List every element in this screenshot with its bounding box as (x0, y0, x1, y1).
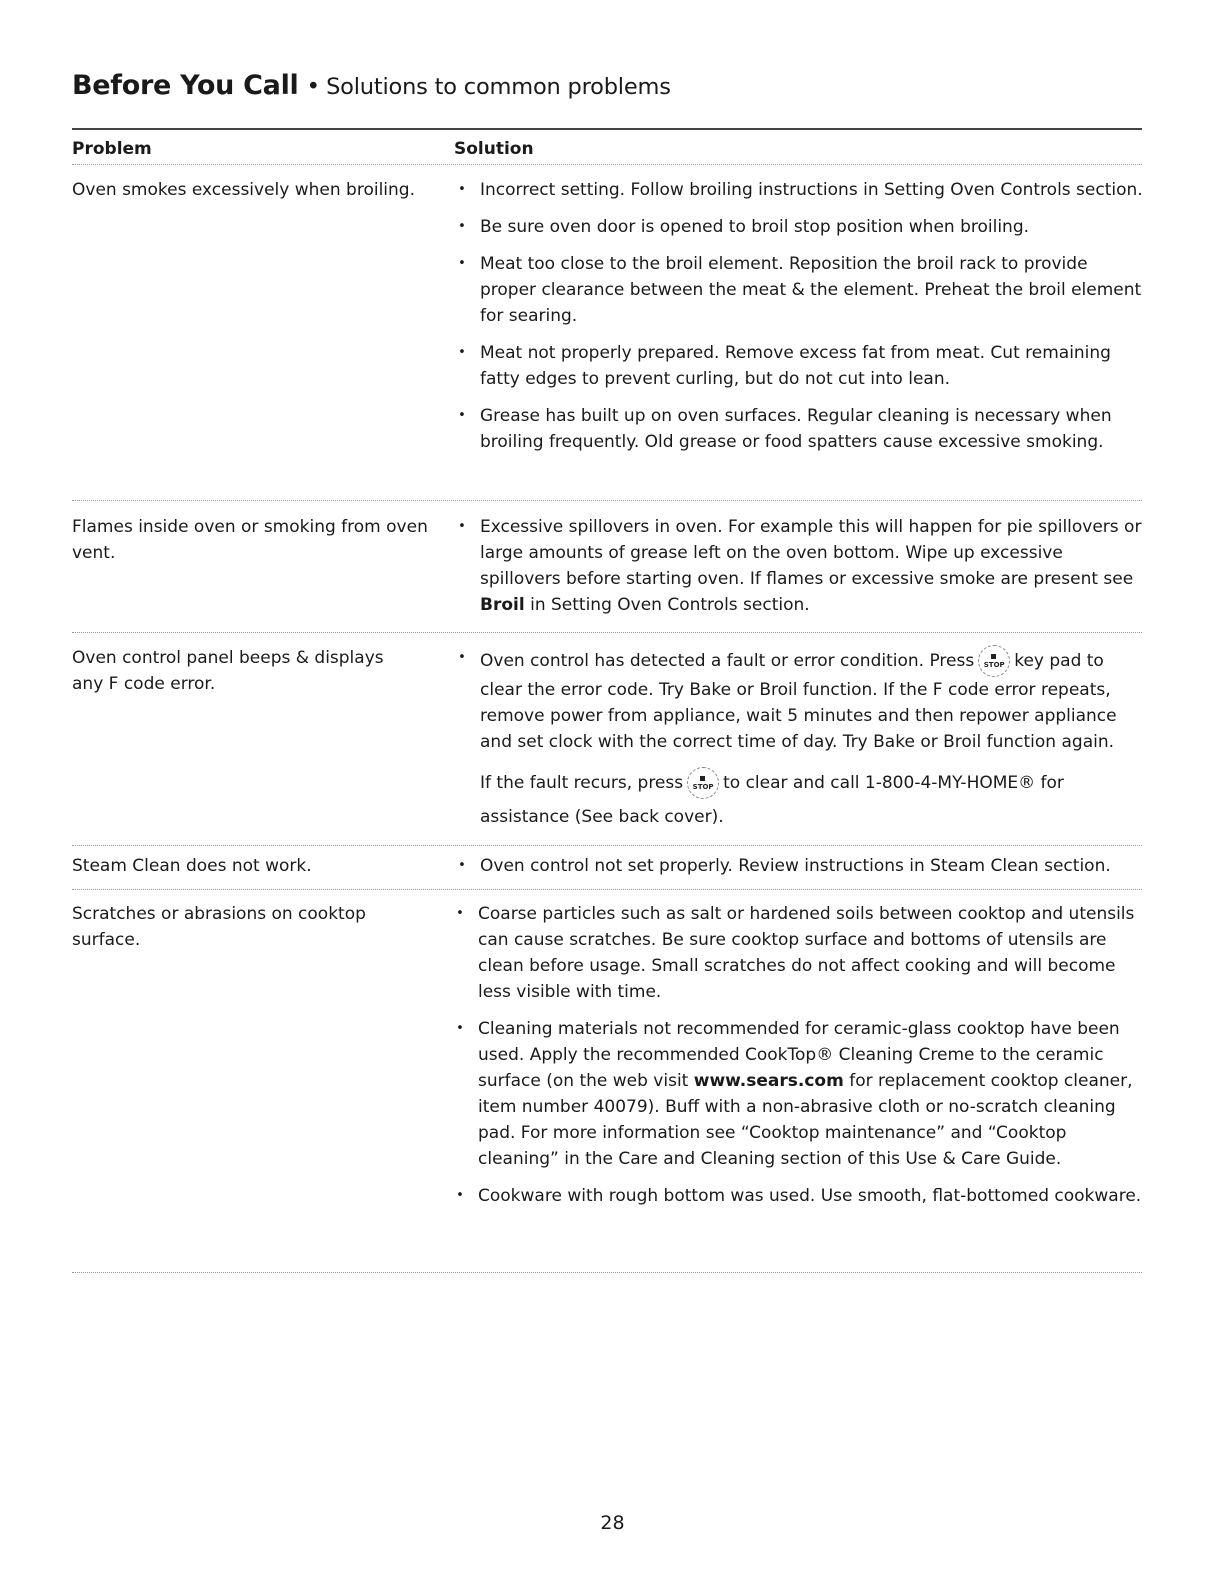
bullet-icon: • (458, 858, 466, 873)
bullet-icon: • (456, 906, 464, 921)
solution-cell (456, 853, 1146, 890)
solution-item: • Meat not properly prepared. Remove excess fat from meat. Cut remaining fatty edges to prevent curling, but do not cut into lean. (456, 340, 1146, 392)
solution-item: • Be sure oven door is opened to broil stop position when broiling. (456, 214, 1146, 240)
problem-text: Oven smokes excessively when broiling. (72, 180, 415, 200)
title-separator: • (306, 74, 321, 100)
solution-item: • Oven control not set properly. Review instructions in Steam Clean section. (456, 853, 1146, 879)
page-subtitle: Solutions to common problems (326, 74, 671, 100)
row-divider (72, 889, 1142, 890)
solution-cell (454, 901, 1144, 1220)
bullet-icon: • (456, 1188, 464, 1203)
page-title: Before You Call (72, 70, 299, 101)
stop-key-icon: STOP (687, 767, 719, 799)
bullet-icon: • (458, 650, 466, 665)
bullet-icon: • (458, 219, 466, 234)
column-header-problem: Problem (72, 139, 152, 159)
solution-item: • Excessive spillovers in oven. For example this will happen for pie spillovers or large amounts of grease left on the oven bottom. Wipe up excessive spillovers before starting oven. If flames or excessive smoke are present see Broil in Setting Oven Controls section. (456, 514, 1146, 618)
solution-item: • Cookware with rough bottom was used. Use smooth, flat-bottomed cookware. (454, 1183, 1144, 1209)
top-divider (72, 128, 1142, 130)
bullet-icon: • (458, 182, 466, 197)
solution-cell (456, 177, 1146, 466)
problem-text: Oven control panel beeps & displays any F code error. (72, 648, 384, 694)
page-header (72, 70, 1142, 101)
stop-key-icon: STOP (978, 645, 1010, 677)
solution-item: • Cleaning materials not recommended for ceramic-glass cooktop have been used. Apply the recommended CookTop® Cleaning Creme to the ceramic surface (on the web visit www.sears.com for replacement cooktop cleaner, item number 40079). Buff with a non-abrasive cloth or no-scratch cleaning pad. For more information see “Cooktop maintenance” and “Cooktop cleaning” in the Care and Cleaning section of this Use & Care Guide. (454, 1016, 1144, 1172)
bullet-icon: • (458, 256, 466, 271)
solution-cell (456, 645, 1146, 834)
bullet-icon: • (458, 408, 466, 423)
broil-keyword: Broil (480, 595, 525, 615)
row-divider (72, 632, 1142, 633)
page-number: 28 (600, 1512, 625, 1534)
web-link-text: www.sears.com (693, 1071, 844, 1091)
header-divider (72, 164, 1142, 165)
bullet-icon: • (458, 345, 466, 360)
solution-item: • Incorrect setting. Follow broiling instructions in Setting Oven Controls section. (456, 177, 1146, 203)
bullet-icon: • (456, 1021, 464, 1036)
row-divider (72, 1272, 1142, 1273)
solution-item: • Oven control has detected a fault or error condition. Press STOP key pad to clear the error code. Try Bake or Broil function. If the F code error repeats, remove power from appliance, wait 5 minutes and then repower appliance and set clock with the correct time of day. Try Bake or Broil function again. (456, 645, 1146, 755)
solution-cell (456, 514, 1146, 629)
solution-item: • Meat too close to the broil element. Reposition the broil rack to provide proper clearance between the meat & the element. Preheat the broil element for searing. (456, 251, 1146, 329)
problem-text: Flames inside oven or smoking from oven vent. (72, 517, 428, 563)
solution-item: • Grease has built up on oven surfaces. Regular cleaning is necessary when broiling frequently. Old grease or food spatters cause excessive smoking. (456, 403, 1146, 455)
solution-followup: If the fault recurs, press STOP to clear and call 1-800-4-MY-HOME® for assistance (See back cover). (480, 766, 1146, 834)
problem-text: Scratches or abrasions on cooktop surface. (72, 904, 366, 950)
row-divider (72, 845, 1142, 846)
bullet-icon: • (458, 519, 466, 534)
solution-item: • Coarse particles such as salt or hardened soils between cooktop and utensils can cause scratches. Be sure cooktop surface and bottoms of utensils are clean before usage. Small scratches do not affect cooking and will become less visible with time. (454, 901, 1144, 1005)
column-header-solution: Solution (454, 139, 534, 159)
row-divider (72, 500, 1142, 501)
problem-text: Steam Clean does not work. (72, 856, 312, 876)
